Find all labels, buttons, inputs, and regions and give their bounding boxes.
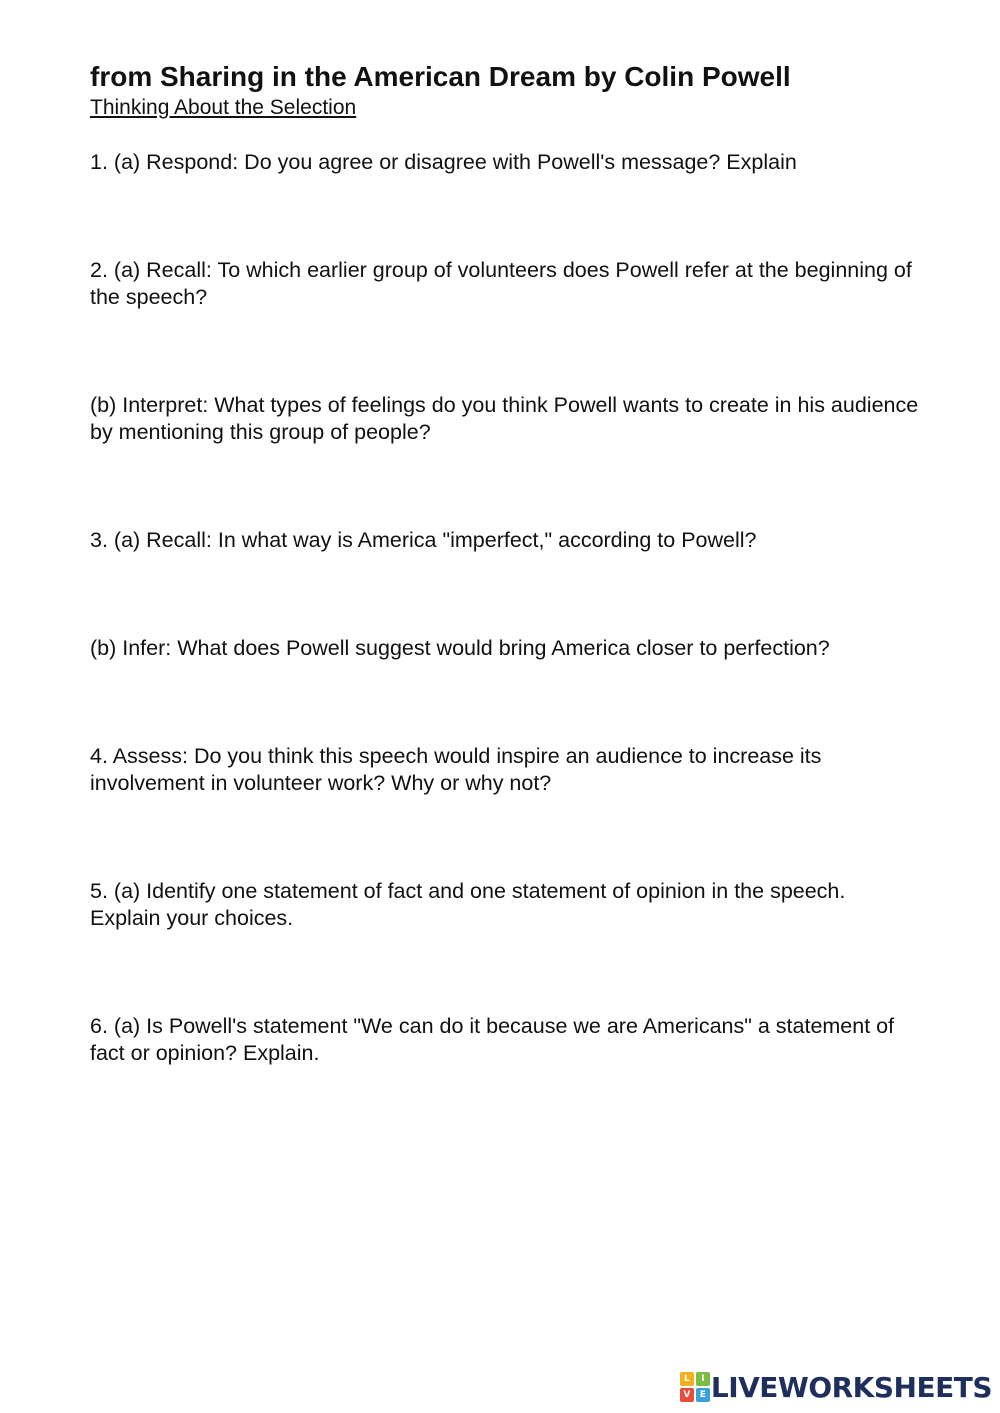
question-3b: (b) Infer: What does Powell suggest would bring America closer to perfection? xyxy=(90,636,830,660)
page-title: from Sharing in the American Dream by Colin Powell xyxy=(90,61,791,92)
question-6a: 6. (a) Is Powell's statement "We can do it because we are Americans" a statement of fact or opinion? Explain. xyxy=(90,1014,895,1065)
logo-square-e: E xyxy=(696,1388,710,1402)
liveworksheets-brand xyxy=(680,1369,992,1405)
liveworksheets-logo-icon xyxy=(680,1372,710,1402)
question-2a: 2. (a) Recall: To which earlier group of volunteers does Powell refer at the beginning of the speech? xyxy=(90,258,912,309)
section-subtitle: Thinking About the Selection xyxy=(90,96,357,119)
brand-name: LIVEWORKSHEETS xyxy=(710,1370,992,1404)
question-2b: (b) Interpret: What types of feelings do you think Powell wants to create in his audience by mentioning this group of people? xyxy=(90,393,919,444)
question-3a: 3. (a) Recall: In what way is America "imperfect," according to Powell? xyxy=(90,528,757,552)
question-4: 4. Assess: Do you think this speech would inspire an audience to increase its involvement in volunteer work? Why or why not? xyxy=(90,744,822,795)
logo-square-i: I xyxy=(696,1372,710,1386)
logo-square-v: V xyxy=(680,1388,694,1402)
question-5a: 5. (a) Identify one statement of fact and one statement of opinion in the speech. Explain your choices. xyxy=(90,879,846,930)
logo-square-l: L xyxy=(680,1372,694,1386)
question-1a: 1. (a) Respond: Do you agree or disagree with Powell's message? Explain xyxy=(90,150,797,174)
